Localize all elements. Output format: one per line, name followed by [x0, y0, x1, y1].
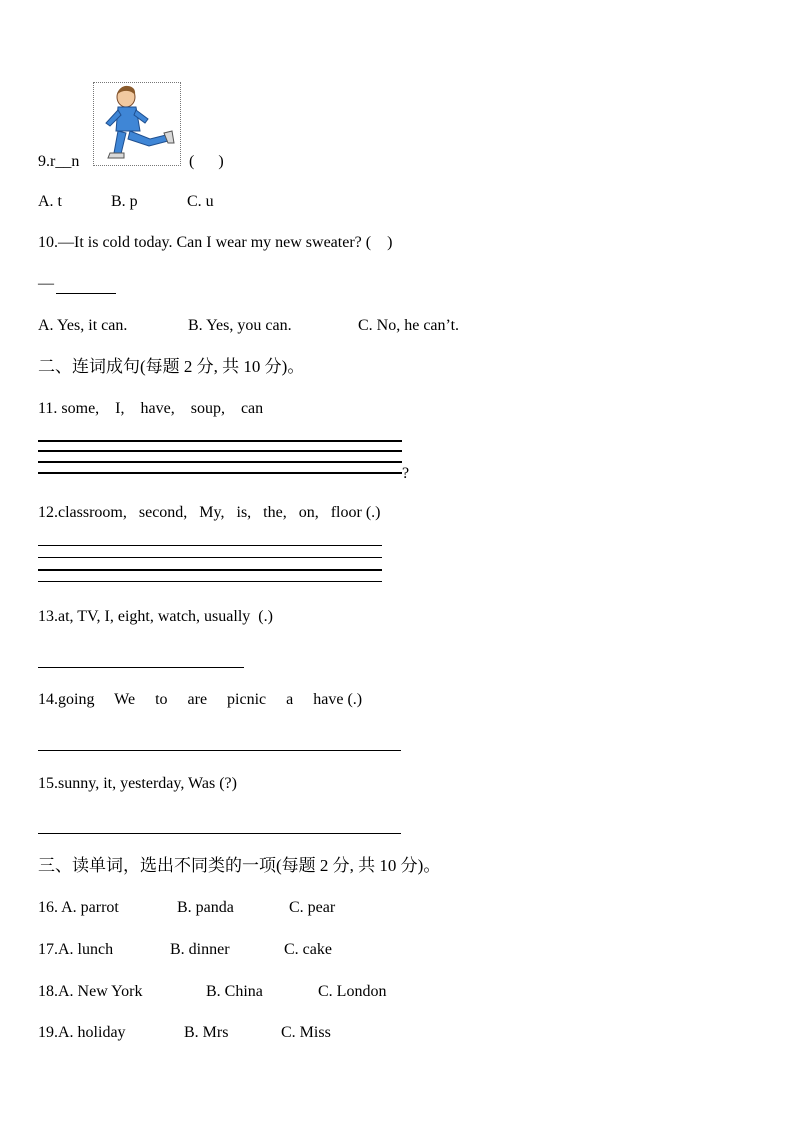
q13-words: 13.at, TV, I, eight, watch, usually (.): [38, 608, 273, 625]
q11-end-mark: ?: [402, 465, 410, 482]
q12-answer-line-1: [38, 545, 382, 546]
q17-option-a: 17.A. lunch: [38, 941, 114, 958]
q12-answer-line-4: [38, 581, 382, 582]
q10-option-b: B. Yes, you can.: [188, 317, 292, 334]
q11-words: 11. some, I, have, soup, can: [38, 400, 264, 417]
q12-answer-line-2: [38, 557, 382, 558]
q13-answer-line: [38, 667, 244, 668]
section-2-title: 二、连词成句(每题 2 分, 共 10 分)。: [38, 357, 305, 376]
q15-words: 15.sunny, it, yesterday, Was (?): [38, 775, 237, 792]
q19-option-c: C. Miss: [281, 1024, 331, 1041]
q18-option-a: 18.A. New York: [38, 983, 143, 1000]
q9-option-b: B. p: [111, 193, 138, 210]
q17-option-b: B. dinner: [170, 941, 230, 958]
q16-option-c: C. pear: [289, 899, 336, 916]
q9-answer-paren: ( ): [189, 153, 224, 170]
q10-answer-line: [56, 293, 116, 294]
q11-answer-line-2: [38, 450, 402, 452]
q10-reply-dash: —: [38, 275, 54, 292]
q14-answer-line: [38, 750, 401, 751]
q9-option-a: A. t: [38, 193, 62, 210]
q16-option-a: 16. A. parrot: [38, 899, 119, 916]
q11-answer-line-1: [38, 440, 402, 442]
q18-option-c: C. London: [318, 983, 387, 1000]
q18-option-b: B. China: [206, 983, 263, 1000]
q19-option-b: B. Mrs: [184, 1024, 229, 1041]
q11-answer-line-4: [38, 472, 402, 474]
q10-stem: 10.—It is cold today. Can I wear my new sweater? ( ): [38, 234, 393, 251]
section-3-title: 三、读单词，选出不同类的一项(每题 2 分, 共 10 分)。: [38, 856, 441, 875]
q10-option-c: C. No, he can’t.: [358, 317, 460, 334]
q12-words: 12.classroom, second, My, is, the, on, floor (.): [38, 504, 381, 521]
q17-option-c: C. cake: [284, 941, 332, 958]
q12-answer-line-3: [38, 569, 382, 571]
q9-stem: 9.r__n: [38, 153, 80, 170]
q14-words: 14.going We to are picnic a have (.): [38, 691, 363, 708]
q16-option-b: B. panda: [177, 899, 234, 916]
q11-answer-line-3: [38, 461, 402, 463]
q10-option-a: A. Yes, it can.: [38, 317, 128, 334]
boy-running-picture: [93, 82, 181, 166]
q19-option-a: 19.A. holiday: [38, 1024, 126, 1041]
q9-option-c: C. u: [187, 193, 214, 210]
q15-answer-line: [38, 833, 401, 834]
